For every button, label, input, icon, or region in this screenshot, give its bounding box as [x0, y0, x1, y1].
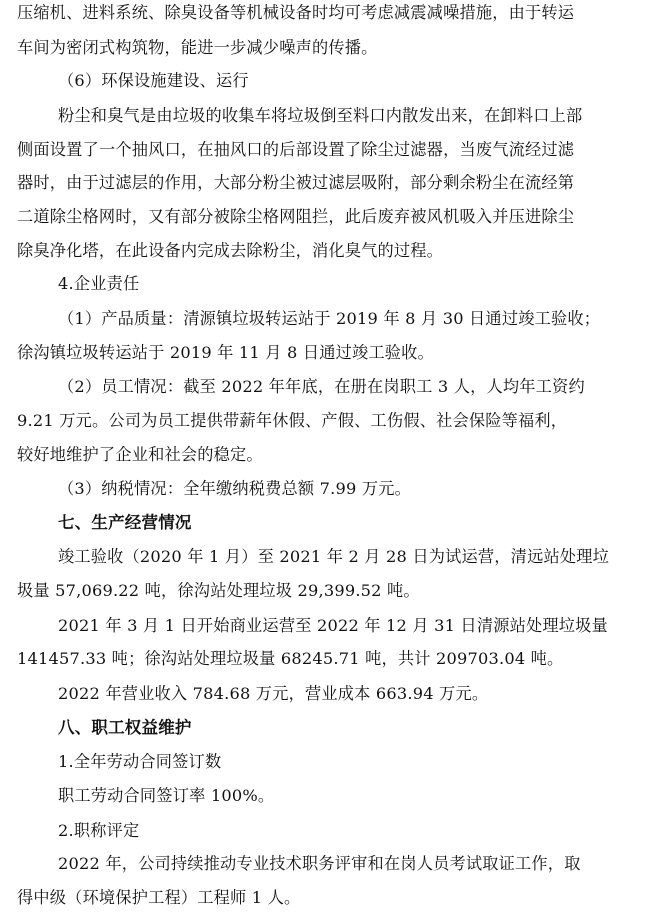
paragraph-line: 徐沟镇垃圾转运站于 2019 年 11 月 8 日通过竣工验收。	[17, 342, 434, 362]
paragraph-line: 二道除尘格网时，又有部分被除尘格网阻拦，此后废弃被风机吸入并压进除尘	[17, 206, 575, 226]
paragraph-line: 侧面设置了一个抽风口，在抽风口的后部设置了除尘过滤器，当废气流经过滤	[17, 139, 575, 159]
paragraph-line: 压缩机、进料系统、除臭设备等机械设备时均可考虑减震减噪措施，由于转运	[17, 2, 575, 22]
paragraph-line: 车间为密闭式构筑物，能进一步减少噪声的传播。	[17, 37, 378, 57]
paragraph-line: 2022 年，公司持续推动专业技术职务评审和在岗人员考试取证工作，取	[58, 854, 581, 874]
paragraph-line: 圾量 57,069.22 吨，徐沟站处理垃圾 29,399.52 吨。	[17, 581, 420, 601]
paragraph-line: 竣工验收（2020 年 1 月）至 2021 年 2 月 28 日为试运营，清远站处理垃	[58, 547, 610, 567]
paragraph-line: 2022 年营业收入 784.68 万元，营业成本 663.94 万元。	[58, 684, 489, 704]
paragraph-line: （3）纳税情况：全年缴纳税费总额 7.99 万元。	[58, 479, 412, 499]
paragraph-line: （2）员工情况：截至 2022 年年底，在册在岗职工 3 人，人均年工资约	[58, 377, 585, 397]
paragraph-line: 2021 年 3 月 1 日开始商业运营至 2022 年 12 月 31 日清源站处理垃圾量	[58, 615, 608, 635]
subsection-title: 2.职称评定	[58, 820, 140, 840]
paragraph-line: 141457.33 吨；徐沟站处理垃圾量 68245.71 吨，共计 209703.04 吨。	[17, 649, 564, 669]
chapter-heading: 七、生产经营情况	[58, 512, 192, 532]
paragraph-line: （1）产品质量：清源镇垃圾转运站于 2019 年 8 月 30 日通过竣工验收；	[58, 308, 601, 328]
chapter-heading: 八、职工权益维护	[58, 717, 192, 737]
paragraph-line: 9.21 万元。公司为员工提供带薪年休假、产假、工伤假、社会保险等福利，	[17, 410, 568, 430]
paragraph-line: 除臭净化塔，在此设备内完成去除粉尘，消化臭气的过程。	[17, 240, 444, 260]
subsection-title: （6）环保设施建设、运行	[58, 71, 249, 91]
paragraph-line: 器时，由于过滤层的作用，大部分粉尘被过滤层吸附，部分剩余粉尘在流经第	[17, 173, 575, 193]
paragraph-line: 较好地维护了企业和社会的稳定。	[17, 445, 263, 465]
paragraph-line: 职工劳动合同签订率 100%。	[58, 786, 275, 806]
paragraph-line: 粉尘和臭气是由垃圾的收集车将垃圾倒至料口内散发出来，在卸料口上部	[58, 105, 583, 125]
subsection-title: 1.全年劳动合同签订数	[58, 752, 222, 772]
paragraph-line: 得中级（环境保护工程）工程师 1 人。	[17, 888, 301, 907]
section-title: 4.企业责任	[58, 274, 140, 294]
